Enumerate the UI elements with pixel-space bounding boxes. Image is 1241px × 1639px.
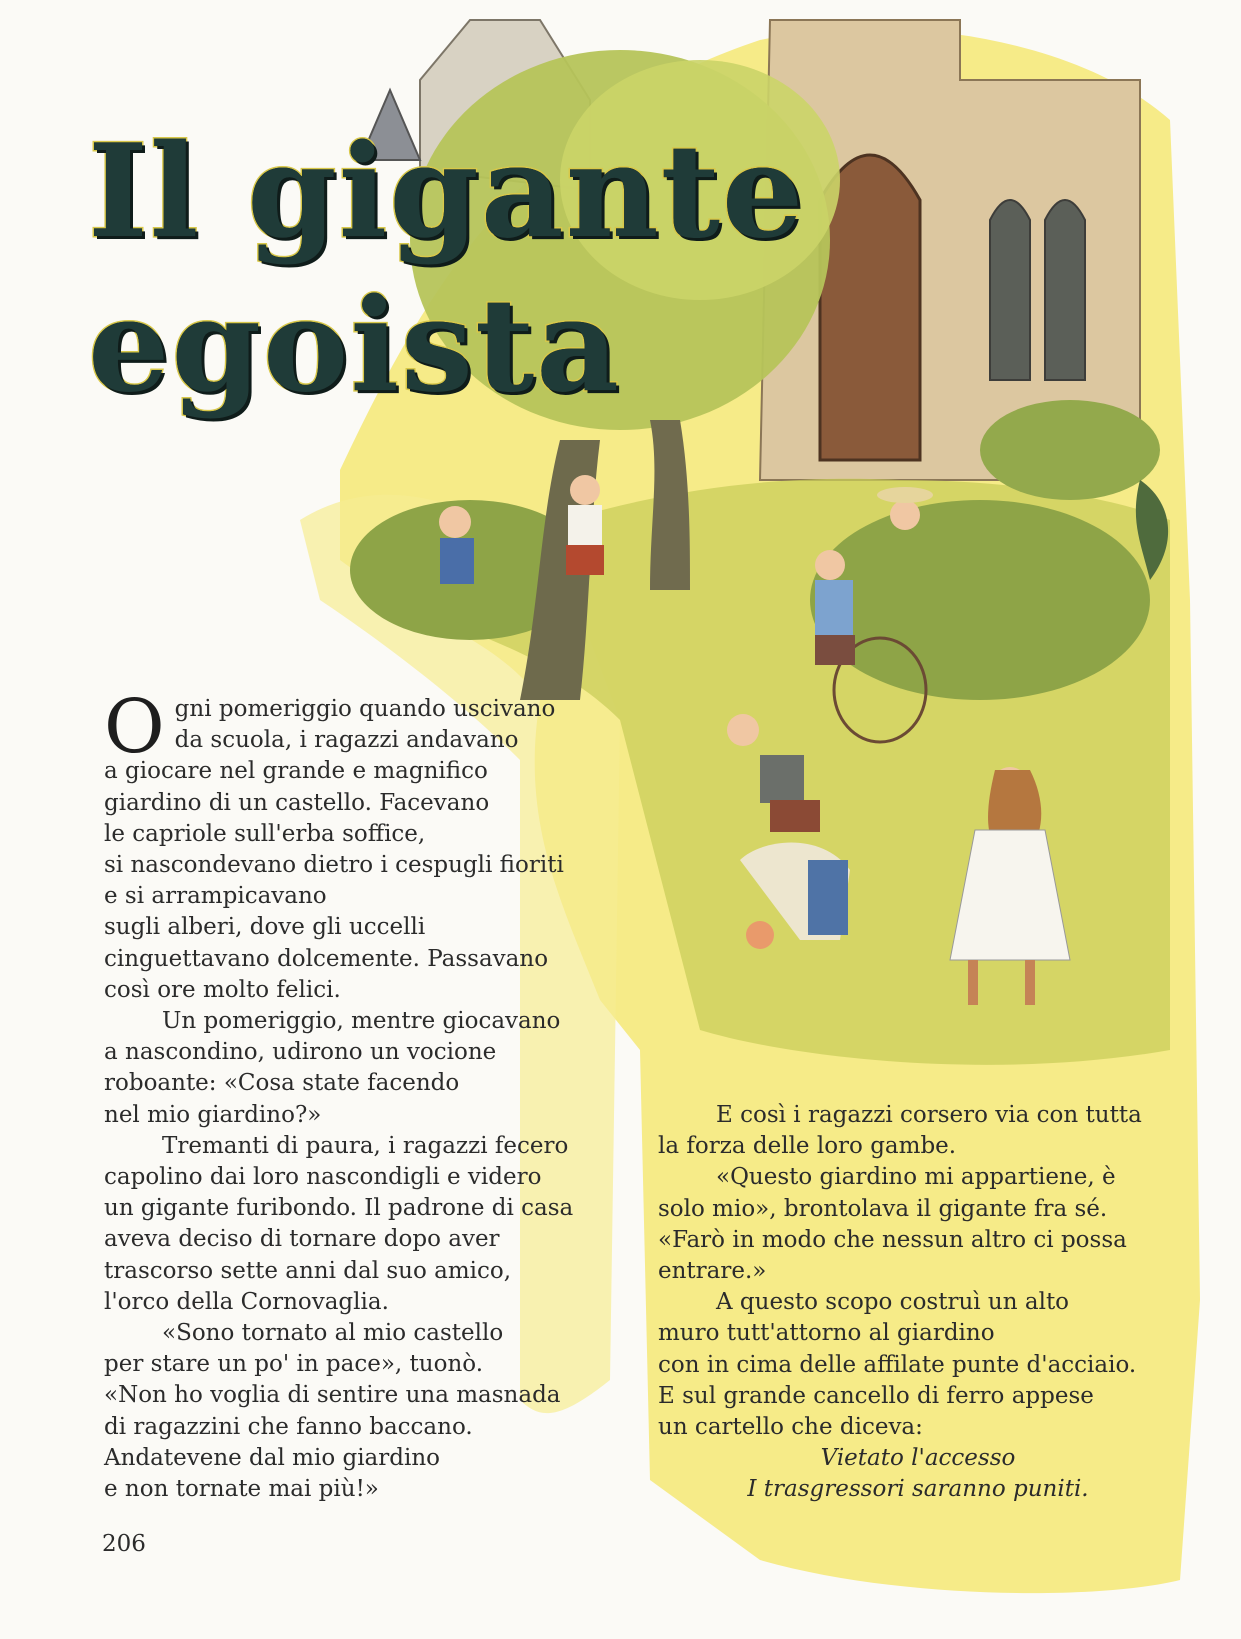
paragraph-1: [104, 684, 624, 1006]
child-hanging: [566, 475, 604, 575]
text-line: «Non ho voglia di sentire una masnada: [104, 1382, 561, 1409]
text-line: da scuola, i ragazzi andavano: [174, 727, 519, 754]
paragraph-5: [658, 1100, 1178, 1162]
text-line: un gigante furibondo. Il padrone di casa: [104, 1195, 574, 1222]
story-right-column: [658, 1100, 1178, 1506]
drop-cap: O: [104, 684, 165, 770]
text-line: si nascondevano dietro i cespugli fioriti: [104, 852, 564, 879]
text-line: «Questo giardino mi appartiene, è: [716, 1164, 1116, 1191]
text-line: aveva deciso di tornare dopo aver: [104, 1226, 500, 1253]
text-line: la forza delle loro gambe.: [658, 1133, 957, 1160]
text-line: E sul grande cancello di ferro appese: [658, 1382, 1094, 1409]
sign-line-1: Vietato l'accesso: [820, 1445, 1016, 1472]
text-line: l'orco della Cornovaglia.: [104, 1288, 389, 1315]
text-line: per stare un po' in pace», tuonò.: [104, 1351, 484, 1378]
text-line: E così i ragazzi corsero via con tutta: [716, 1102, 1142, 1128]
paragraph-3: [104, 1131, 624, 1318]
text-line: e non tornate mai più!»: [104, 1476, 379, 1503]
text-line: giardino di un castello. Facevano: [104, 789, 490, 816]
text-line: così ore molto felici.: [104, 976, 341, 1003]
text-line: a nascondino, udirono un vocione: [104, 1039, 497, 1066]
text-line: un cartello che diceva:: [658, 1414, 923, 1441]
text-line: nel mio giardino?»: [104, 1101, 322, 1128]
story-left-column: [104, 684, 624, 1505]
text-line: cinguettavano dolcemente. Passavano: [104, 945, 549, 972]
text-line: di ragazzini che fanno baccano.: [104, 1413, 473, 1440]
text-line: con in cima delle affilate punte d'acciaio.: [658, 1351, 1137, 1378]
text-line: muro tutt'attorno al giardino: [658, 1320, 995, 1347]
castle-window-2: [1045, 200, 1085, 380]
text-line: sugli alberi, dove gli uccelli: [104, 914, 426, 941]
text-line: roboante: «Cosa state facendo: [104, 1070, 460, 1097]
text-line: A questo scopo costruì un alto: [716, 1289, 1070, 1316]
castle-window-1: [990, 200, 1030, 380]
title-line-2: egoista: [88, 271, 622, 421]
paragraph-2: [104, 1006, 624, 1131]
text-line: «Farò in modo che nessun altro ci possa: [658, 1226, 1127, 1253]
page-number: 206: [102, 1531, 146, 1557]
title-line-1: Il gigante: [88, 117, 806, 267]
text-line: a giocare nel grande e magnifico: [104, 758, 488, 785]
text-line: Un pomeriggio, mentre giocavano: [162, 1008, 561, 1035]
paragraph-7: [658, 1287, 1178, 1443]
text-line: le capriole sull'erba soffice,: [104, 820, 426, 847]
bush-right: [810, 500, 1150, 700]
text-line: trascorso sette anni dal suo amico,: [104, 1257, 512, 1284]
text-line: Tremanti di paura, i ragazzi fecero: [162, 1132, 569, 1159]
text-line: Andatevene dal mio giardino: [104, 1444, 441, 1471]
text-line: solo mio», brontolava il gigante fra sé.: [658, 1195, 1108, 1222]
sign-text: [658, 1443, 1178, 1505]
text-line: capolino dai loro nascondigli e videro: [104, 1164, 542, 1191]
text-line: «Sono tornato al mio castello: [162, 1320, 504, 1347]
paragraph-6: [658, 1162, 1178, 1287]
text-line: entrare.»: [658, 1258, 767, 1285]
paragraph-4: [104, 1318, 624, 1505]
text-line: gni pomeriggio quando uscivano: [174, 696, 556, 722]
bush-far: [980, 400, 1160, 500]
child-peeking: [439, 506, 474, 584]
sign-line-2: I trasgressori saranno puniti.: [747, 1476, 1089, 1503]
text-line: e si arrampicavano: [104, 883, 327, 910]
